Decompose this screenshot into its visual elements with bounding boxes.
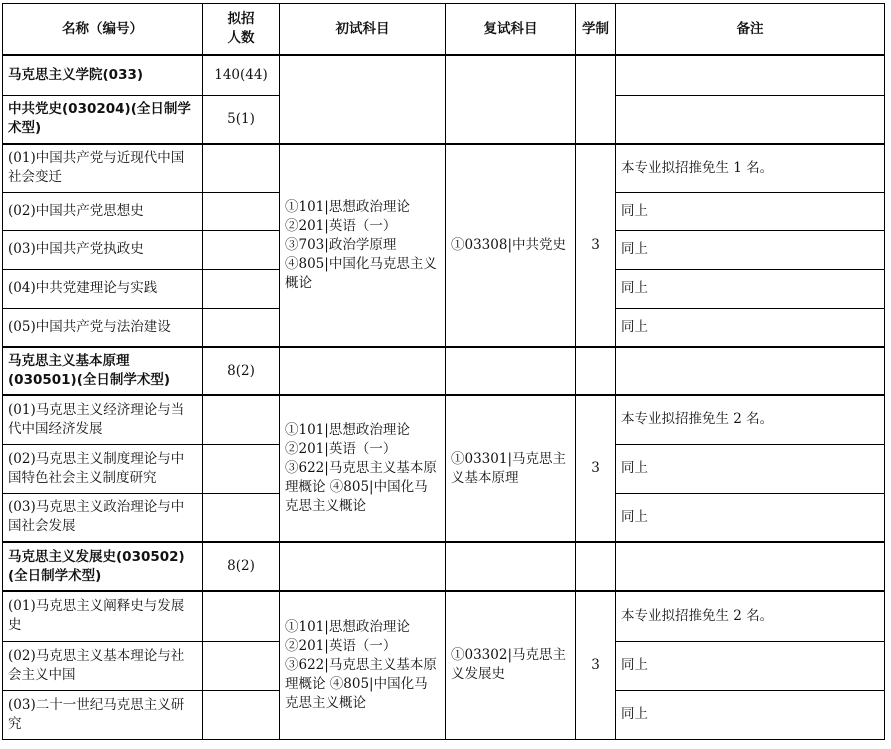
direction-name: (01)马克思主义经济理论与当代中国经济发展 bbox=[3, 395, 203, 444]
header-retest: 复试科目 bbox=[446, 4, 576, 56]
major-quota: 8(2) bbox=[203, 542, 280, 591]
direction-row bbox=[3, 395, 885, 444]
direction-note: 同上 bbox=[616, 269, 885, 308]
direction-name: (05)中国共产党与法治建设 bbox=[3, 308, 203, 347]
major-note-empty bbox=[616, 347, 885, 395]
direction-quota-empty bbox=[203, 308, 280, 347]
direction-name: (03)二十一世纪马克思主义研究 bbox=[3, 690, 203, 739]
direction-note: 本专业拟招推免生 1 名。 bbox=[616, 144, 885, 192]
direction-note: 同上 bbox=[616, 308, 885, 347]
header-notes: 备注 bbox=[616, 4, 885, 56]
direction-note: 同上 bbox=[616, 230, 885, 269]
prelim-subject: ②201|英语（一） bbox=[285, 441, 397, 457]
college-quota: 140(44) bbox=[203, 55, 280, 95]
retest-subject: ①03301|马克思主义基本原理 bbox=[446, 395, 576, 542]
header-prelim: 初试科目 bbox=[280, 4, 446, 56]
major-note-empty bbox=[616, 542, 885, 591]
admissions-table bbox=[2, 3, 885, 740]
major-note-empty bbox=[616, 95, 885, 144]
direction-quota-empty bbox=[203, 591, 280, 641]
direction-name: (03)马克思主义政治理论与中国社会发展 bbox=[3, 493, 203, 542]
direction-quota-empty bbox=[203, 444, 280, 493]
header-name: 名称（编号） bbox=[3, 4, 203, 56]
direction-note: 本专业拟招推免生 2 名。 bbox=[616, 591, 885, 641]
direction-name: (02)马克思主义制度理论与中国特色社会主义制度研究 bbox=[3, 444, 203, 493]
major-retest-empty bbox=[446, 347, 576, 395]
direction-name: (02)马克思主义基本理论与社会主义中国 bbox=[3, 641, 203, 690]
direction-note: 同上 bbox=[616, 690, 885, 739]
header-years: 学制 bbox=[576, 4, 616, 56]
major-prelim-empty bbox=[280, 347, 446, 395]
major-name: 马克思主义发展史(030502)(全日制学术型) bbox=[3, 542, 203, 591]
direction-quota-empty bbox=[203, 144, 280, 192]
direction-note: 同上 bbox=[616, 444, 885, 493]
college-row bbox=[3, 55, 885, 95]
prelim-subject: ①101|思想政治理论 bbox=[285, 422, 410, 438]
study-years: 3 bbox=[576, 591, 616, 739]
header-row bbox=[3, 4, 885, 56]
major-years-empty bbox=[576, 542, 616, 591]
prelim-subjects bbox=[280, 144, 446, 347]
prelim-subject: ②201|英语（一） bbox=[285, 218, 397, 234]
direction-name: (03)中国共产党执政史 bbox=[3, 230, 203, 269]
direction-name: (01)马克思主义阐释史与发展史 bbox=[3, 591, 203, 641]
direction-quota-empty bbox=[203, 493, 280, 542]
direction-note: 同上 bbox=[616, 493, 885, 542]
major-name: 中共党史(030204)(全日制学术型) bbox=[3, 95, 203, 144]
prelim-subject: ①101|思想政治理论 bbox=[285, 199, 410, 215]
college-note-empty bbox=[616, 55, 885, 95]
direction-note: 同上 bbox=[616, 192, 885, 230]
college-retest-empty bbox=[446, 55, 576, 144]
header-quota: 拟招 人数 bbox=[203, 4, 280, 56]
major-prelim-empty bbox=[280, 542, 446, 591]
direction-row bbox=[3, 591, 885, 641]
major-name: 马克思主义基本原理(030501)(全日制学术型) bbox=[3, 347, 203, 395]
direction-row bbox=[3, 144, 885, 192]
direction-quota-empty bbox=[203, 230, 280, 269]
prelim-subject: ③703|政治学原理 bbox=[285, 237, 397, 253]
direction-quota-empty bbox=[203, 192, 280, 230]
prelim-subject: ②201|英语（一） bbox=[285, 637, 397, 654]
direction-name: (04)中共党建理论与实践 bbox=[3, 269, 203, 308]
direction-note: 同上 bbox=[616, 641, 885, 690]
direction-name: (02)中国共产党思想史 bbox=[3, 192, 203, 230]
college-years-empty bbox=[576, 55, 616, 144]
direction-quota-empty bbox=[203, 269, 280, 308]
prelim-subject: ③622|马克思主义基本原理概论 ④805|中国化马克思主义概论 bbox=[285, 656, 437, 711]
college-name: 马克思主义学院(033) bbox=[3, 55, 203, 95]
direction-name: (01)中国共产党与近现代中国社会变迁 bbox=[3, 144, 203, 192]
study-years: 3 bbox=[576, 395, 616, 542]
retest-subject: ①03302|马克思主义发展史 bbox=[446, 591, 576, 739]
major-quota: 5(1) bbox=[203, 95, 280, 144]
major-quota: 8(2) bbox=[203, 347, 280, 395]
prelim-subjects bbox=[280, 591, 446, 739]
prelim-subject: ③622|马克思主义基本原理概论 ④805|中国化马克思主义概论 bbox=[285, 460, 437, 514]
prelim-subject: ①101|思想政治理论 bbox=[285, 618, 410, 635]
direction-note: 本专业拟招推免生 2 名。 bbox=[616, 395, 885, 444]
direction-quota-empty bbox=[203, 395, 280, 444]
study-years: 3 bbox=[576, 144, 616, 347]
direction-quota-empty bbox=[203, 641, 280, 690]
direction-quota-empty bbox=[203, 690, 280, 739]
retest-subject: ①03308|中共党史 bbox=[446, 144, 576, 347]
prelim-subject: ④805|中国化马克思主义概论 bbox=[285, 256, 437, 291]
college-prelim-empty bbox=[280, 55, 446, 144]
major-years-empty bbox=[576, 347, 616, 395]
prelim-subjects bbox=[280, 395, 446, 542]
major-row bbox=[3, 347, 885, 395]
major-row bbox=[3, 542, 885, 591]
major-retest-empty bbox=[446, 542, 576, 591]
